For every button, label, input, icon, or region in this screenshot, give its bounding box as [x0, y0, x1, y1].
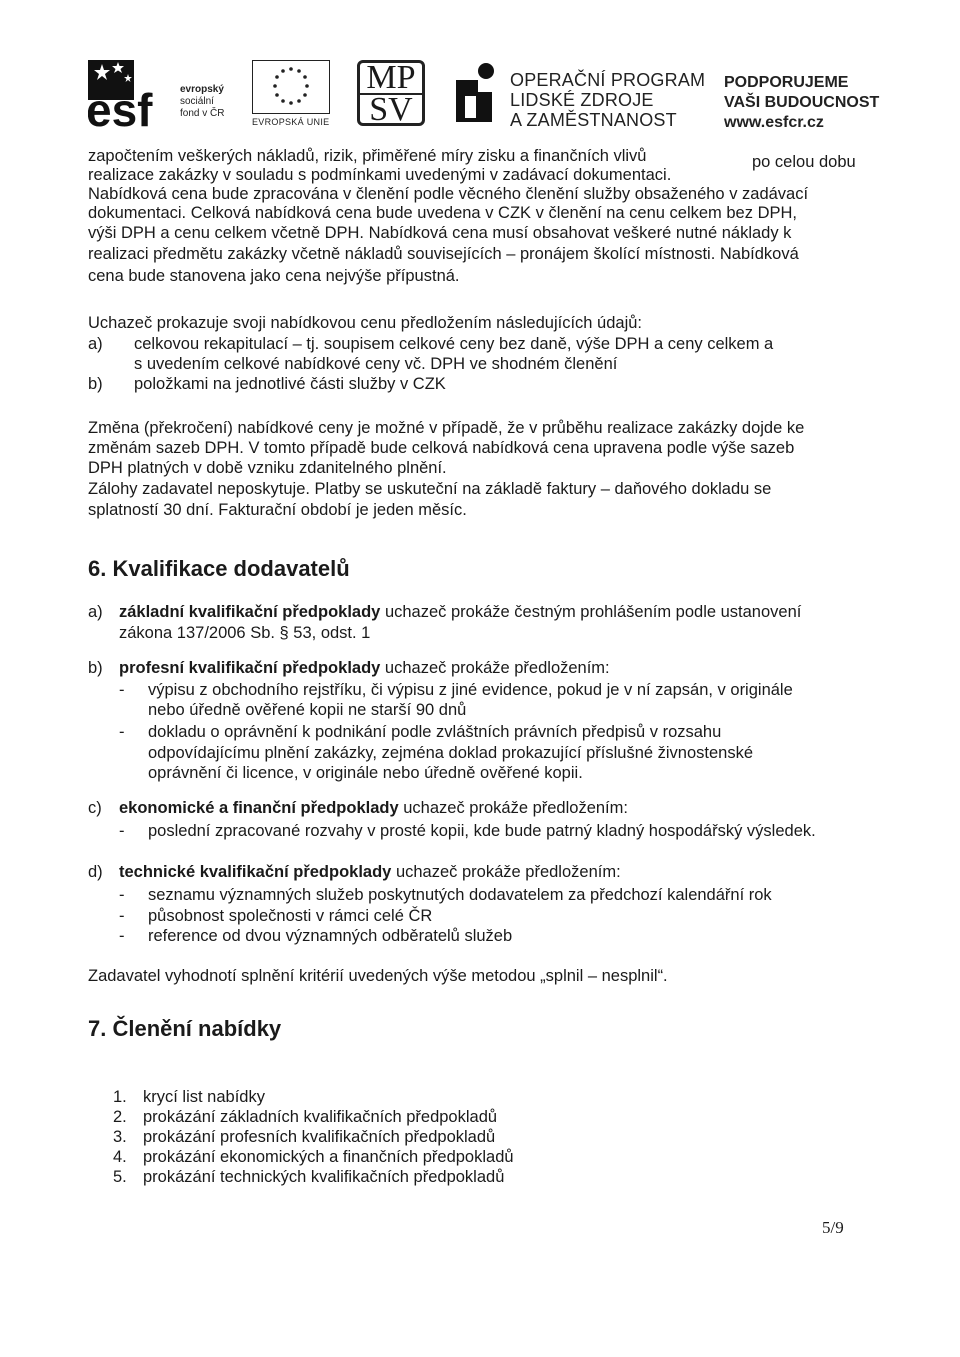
price-change-line3: DPH platných v době vzniku zdanitelného plnění.: [88, 459, 447, 477]
esf-logo-icon: [88, 60, 178, 128]
price-change-line4: Zálohy zadavatel neposkytuje. Platby se uskuteční na základě faktury – daňového dokladu se: [88, 480, 772, 498]
price-proof-a-line2: s uvedením celkové nabídkové ceny vč. DPH ve shodném členění: [134, 355, 618, 373]
qual-c-rest: uchazeč prokáže předložením:: [398, 799, 628, 817]
list-item-number: 4.: [113, 1148, 127, 1166]
qual-b-line1: [119, 660, 610, 678]
list-item-number: 5.: [113, 1168, 127, 1186]
list-item-text: krycí list nabídky: [143, 1088, 265, 1106]
list-item: [113, 1109, 497, 1127]
price-proof-a-label: a): [88, 335, 103, 353]
slogan-line2: VAŠI BUDOUCNOST: [724, 94, 880, 111]
intro-line4: dokumentaci. Celková nabídková cena bude uvedena v CZK v členění na cenu celkem bez DPH,: [88, 204, 797, 222]
qual-d-item3: reference od dvou významných odběratelů služeb: [148, 927, 513, 945]
qual-b-rest: uchazeč prokáže předložením:: [380, 659, 610, 677]
section7-title: 7. Členění nabídky: [88, 1016, 282, 1041]
qual-a-line2: zákona 137/2006 Sb. § 53, odst. 1: [119, 624, 371, 642]
qual-b-item2-line2: odpovídajícímu plnění zakázky, zejména doklad prokazující příslušné živnostenské: [148, 744, 754, 762]
qual-d-item2: působnost společnosti v rámci celé ČR: [148, 907, 433, 925]
list-item-text: prokázání základních kvalifikačních předpokladů: [143, 1108, 498, 1126]
op-lidske-zdroje-icon: [452, 62, 498, 124]
qual-b-item2-line1: dokladu o oprávnění k podnikání podle zvláštních právních předpisů v rozsahu: [148, 723, 722, 741]
qual-c-label: c): [88, 799, 102, 817]
qual-d-bold: technické kvalifikační předpoklady: [119, 863, 392, 881]
price-change-line1: Změna (překročení) nabídkové ceny je možné v případě, že v průběhu realizace zakázky dojde ke: [88, 419, 805, 437]
eu-label: EVROPSKÁ UNIE: [252, 117, 330, 127]
qual-a-line1: [119, 604, 801, 622]
section6-title: 6. Kvalifikace dodavatelů: [88, 556, 350, 581]
mpsv-top: MP: [360, 63, 422, 95]
price-proof-b-label: b): [88, 375, 103, 393]
qual-d-rest: uchazeč prokáže předložením:: [391, 863, 621, 881]
slogan: [724, 73, 879, 133]
mpsv-bottom: SV: [369, 91, 413, 128]
page-number: 5/9: [822, 1218, 844, 1237]
list-item: [113, 1089, 265, 1107]
qual-b-item2-line3: oprávnění či licence, v originále nebo úředně ověřené kopii.: [148, 764, 583, 782]
price-change-line2: změnám sazeb DPH. V tomto případě bude celková nabídková cena upravena podle výše sazeb: [88, 439, 795, 457]
qual-d-line1: [119, 864, 621, 882]
list-item: [113, 1169, 504, 1187]
intro-line1: [88, 148, 646, 166]
intro-line2: realizace zakázky v souladu s podmínkami uvedenými v zadávací dokumentaci.: [88, 166, 672, 184]
list-item: [113, 1149, 514, 1167]
intro-line1b: po celou dobu: [752, 153, 856, 171]
qual-b-dash2: -: [119, 723, 125, 741]
op-title-line1: OPERAČNÍ PROGRAM: [510, 70, 706, 90]
list-item-number: 2.: [113, 1108, 127, 1126]
qual-d-dash2: -: [119, 907, 125, 925]
list-item-text: prokázání profesních kvalifikačních předpokladů: [143, 1128, 496, 1146]
price-proof-a-line1: celkovou rekapitulací – tj. soupisem celkové ceny bez daně, výše DPH a ceny celkem a: [134, 335, 774, 353]
qual-b-label: b): [88, 659, 103, 677]
intro-line1a: započtením veškerých nákladů, rizik, přiměřené míry zisku a finančních vlivů: [88, 147, 647, 165]
qual-d-dash3: -: [119, 927, 125, 945]
slogan-url[interactable]: www.esfcr.cz: [724, 114, 824, 131]
esf-caption-line1: evropský: [180, 84, 224, 95]
qual-d-item1: seznamu významných služeb poskytnutých dodavatelem za předchozí kalendářní rok: [148, 886, 772, 904]
qual-c-bold: ekonomické a finanční předpoklady: [119, 799, 399, 817]
list-item-number: 3.: [113, 1128, 127, 1146]
qual-c-line1: [119, 800, 628, 818]
list-item-text: prokázání ekonomických a finančních předpokladů: [143, 1148, 514, 1166]
qual-a-bold: základní kvalifikační předpoklady: [119, 603, 381, 621]
intro-line3: Nabídková cena bude zpracována v členění podle věcného členění služby obsaženého v zadávací: [88, 185, 809, 203]
eu-flag-icon: [252, 60, 330, 114]
evaluation-text: Zadavatel vyhodnotí splnění kritérií uvedených výše metodou „splnil – nesplnil“.: [88, 967, 668, 985]
intro-line7: cena bude stanovena jako cena nejvýše přípustná.: [88, 267, 460, 285]
qual-b-item1-line2: nebo úředně ověřené kopii ne starší 90 dnů: [148, 701, 467, 719]
list-item-text: prokázání technických kvalifikačních předpokladů: [143, 1168, 505, 1186]
qual-c-item1: poslední zpracované rozvahy v prosté kopii, kde bude patrný kladný hospodářský výsledek.: [148, 822, 816, 840]
op-title-line2: LIDSKÉ ZDROJE: [510, 90, 654, 110]
op-title: [510, 70, 705, 130]
qual-a-label: a): [88, 603, 103, 621]
qual-b-bold: profesní kvalifikační předpoklady: [119, 659, 381, 677]
intro-line5: výši DPH a cenu celkem včetně DPH. Nabídková cena musí obsahovat veškeré nutné náklady k: [88, 224, 792, 242]
esf-caption-line3: fond v ČR: [180, 108, 225, 119]
op-title-line3: A ZAMĚSTNANOST: [510, 110, 677, 130]
qual-b-dash1: -: [119, 681, 125, 699]
price-proof-intro: Uchazeč prokazuje svoji nabídkovou cenu předložením následujících údajů:: [88, 314, 642, 332]
qual-d-label: d): [88, 863, 103, 881]
qual-a-rest: uchazeč prokáže čestným prohlášením podle ustanovení: [380, 603, 802, 621]
list-item: [113, 1129, 495, 1147]
qual-b-item1-line1: výpisu z obchodního rejstříku, či výpisu z jiné evidence, pokud je v ní zapsán, v originále: [148, 681, 793, 699]
qual-c-dash1: -: [119, 822, 125, 840]
price-proof-b-line1: položkami na jednotlivé části služby v CZK: [134, 375, 446, 393]
qual-d-dash1: -: [119, 886, 125, 904]
slogan-line1: PODPORUJEME: [724, 74, 849, 91]
mpsv-logo-icon: [357, 60, 425, 126]
esf-caption-line2: sociální: [180, 96, 214, 107]
price-change-line5: splatností 30 dní. Fakturační období je jeden měsíc.: [88, 501, 467, 519]
esf-letters: esf: [88, 84, 153, 128]
intro-line6: realizaci předmětu zakázky včetně nákladů souvisejících – pronájem školící místnosti. Nabídková: [88, 245, 799, 263]
list-item-number: 1.: [113, 1088, 127, 1106]
esf-caption: [180, 84, 224, 120]
